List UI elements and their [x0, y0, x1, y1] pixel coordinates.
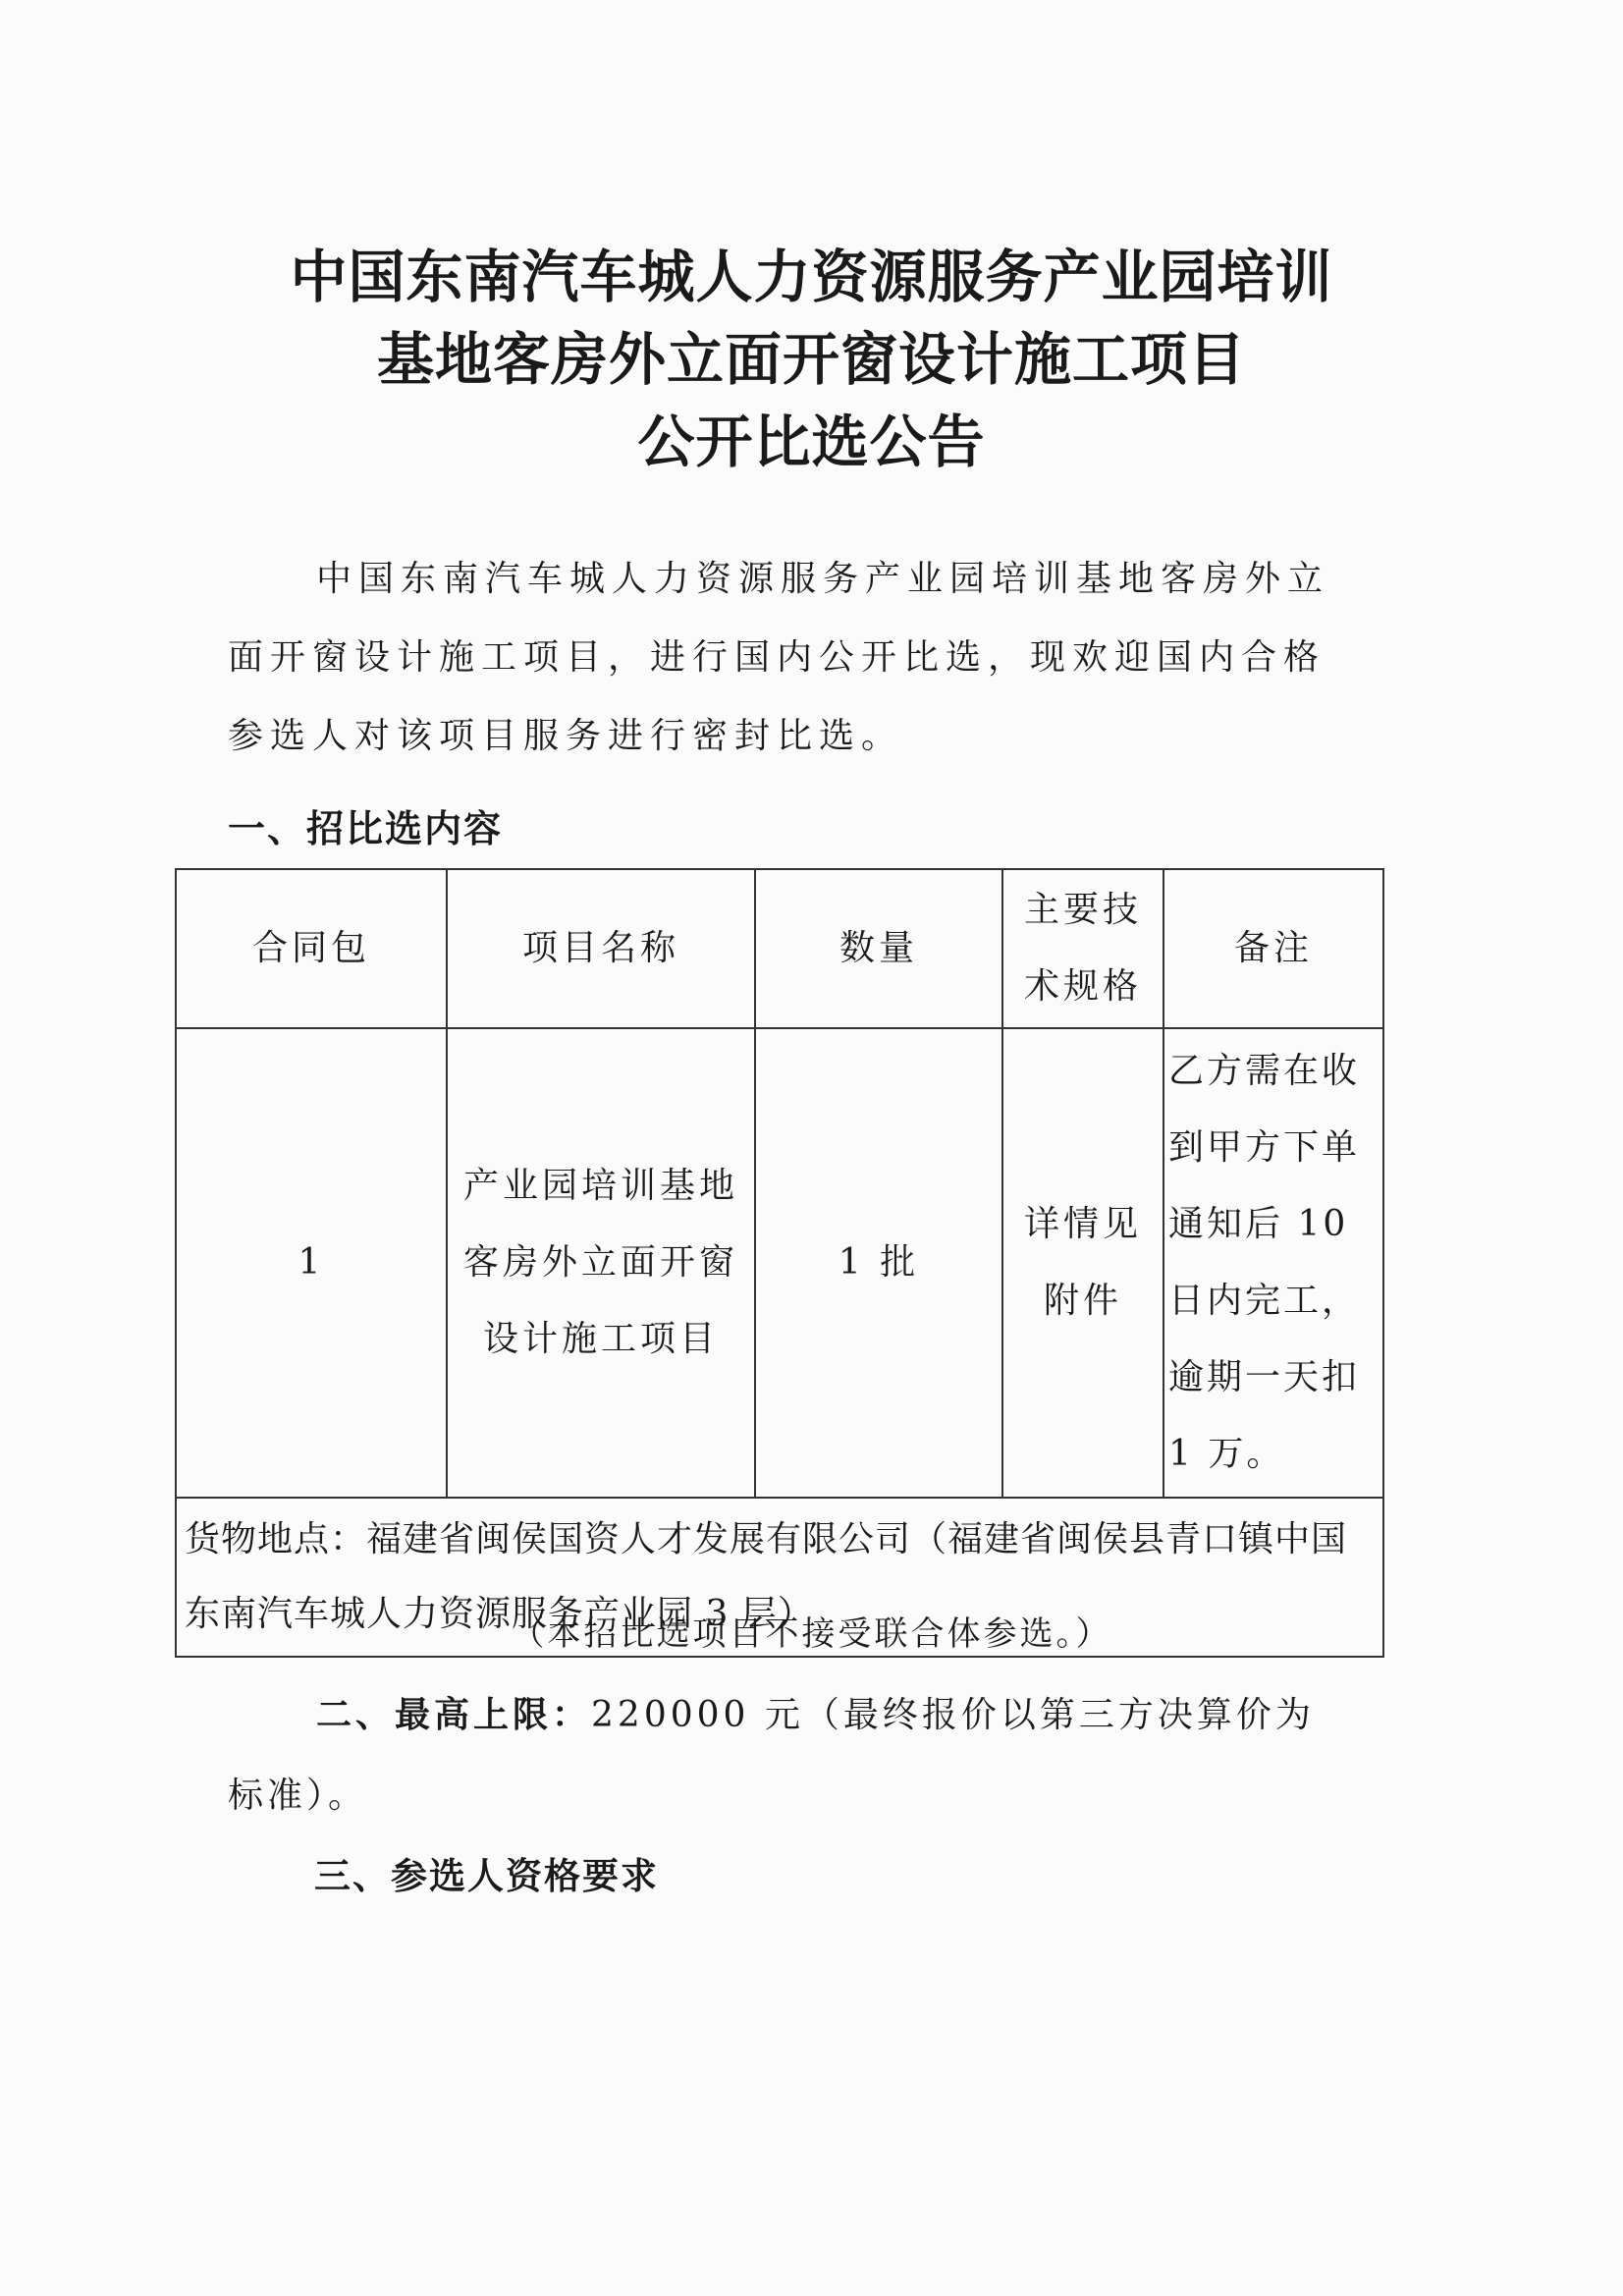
cell-location: 货物地点：福建省闽侯国资人才发展有限公司（福建省闽侯县青口镇中国东南汽车城人力资源服务产业园 3 层）	[176, 1498, 1383, 1657]
cell-spec: 详情见附件	[1002, 1028, 1163, 1498]
intro-text: 中国东南汽车城人力资源服务产业园培训基地客房外立面开窗设计施工项目，进行国内公开比选，现欢迎国内合格参选人对该项目服务进行密封比选。	[228, 559, 1330, 756]
header-spec: 主要技术规格	[1002, 869, 1163, 1028]
section-2-value: 220000 元（最终报价以第三方决算价为标准）。	[228, 1695, 1315, 1816]
header-name: 项目名称	[447, 869, 755, 1028]
bid-content-table	[175, 868, 1384, 1658]
title-line-3: 公开比选公告	[637, 409, 986, 475]
section-2-price	[228, 1674, 1347, 1836]
cell-note: 乙方需在收到甲方下单通知后 10 日内完工，逾期一天扣 1 万。	[1163, 1028, 1383, 1498]
title-line-1: 中国东南汽车城人力资源服务产业园培训	[290, 244, 1333, 310]
section-3-heading: 三、参选人资格要求	[314, 1854, 659, 1897]
header-note: 备注	[1163, 869, 1383, 1028]
cell-package: 1	[176, 1028, 447, 1498]
cell-name: 产业园培训基地客房外立面开窗设计施工项目	[447, 1028, 755, 1498]
document-title	[0, 236, 1623, 483]
consortium-note: （本招比选项目不接受联合体参选。）	[511, 1614, 1112, 1654]
section-1-heading: 一、招比选内容	[228, 806, 504, 850]
cell-quantity: 1 批	[755, 1028, 1002, 1498]
intro-paragraph	[228, 540, 1347, 776]
table-row	[176, 1028, 1383, 1498]
title-line-2: 基地客房外立面开窗设计施工项目	[376, 326, 1246, 393]
table-header-row	[176, 869, 1383, 1028]
header-quantity: 数量	[755, 869, 1002, 1028]
section-2-label: 二、最高上限：	[316, 1694, 592, 1735]
header-package: 合同包	[176, 869, 447, 1028]
